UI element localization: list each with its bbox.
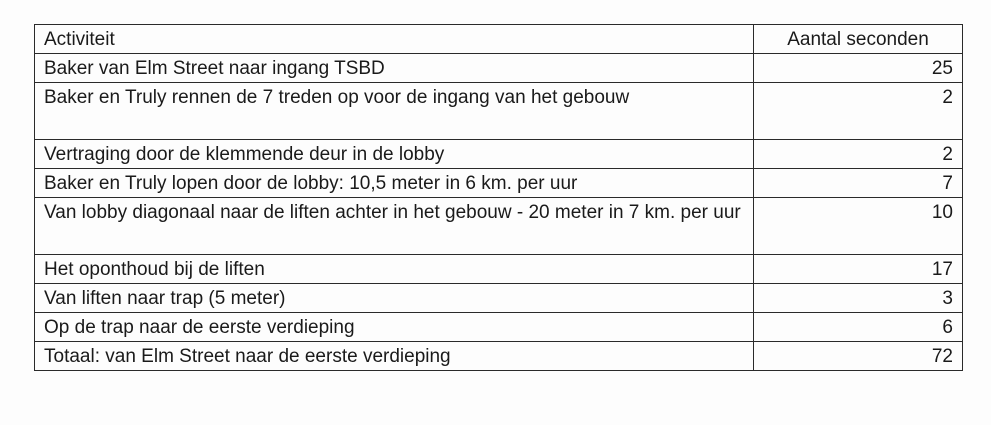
activity-time-table (34, 24, 963, 371)
total-row (35, 342, 963, 371)
seconds-cell: 25 (754, 54, 963, 83)
seconds-cell: 2 (754, 83, 963, 140)
activity-cell: Vertraging door de klemmende deur in de lobby (35, 140, 754, 169)
seconds-cell: 6 (754, 313, 963, 342)
activity-cell: Op de trap naar de eerste verdieping (35, 313, 754, 342)
seconds-cell: 17 (754, 255, 963, 284)
seconds-column-header: Aantal seconden (754, 25, 963, 54)
activity-cell: Van liften naar trap (5 meter) (35, 284, 754, 313)
activity-cell: Van lobby diagonaal naar de liften achter in het gebouw - 20 meter in 7 km. per uur (35, 198, 754, 255)
seconds-cell: 2 (754, 140, 963, 169)
table-row (35, 83, 963, 140)
activity-cell: Baker van Elm Street naar ingang TSBD (35, 54, 754, 83)
table-row (35, 255, 963, 284)
table-row (35, 284, 963, 313)
table-row (35, 140, 963, 169)
table-header-row (35, 25, 963, 54)
total-seconds-cell: 72 (754, 342, 963, 371)
seconds-cell: 10 (754, 198, 963, 255)
activity-column-header: Activiteit (35, 25, 754, 54)
table-row (35, 54, 963, 83)
seconds-cell: 7 (754, 169, 963, 198)
activity-cell: Baker en Truly lopen door de lobby: 10,5 meter in 6 km. per uur (35, 169, 754, 198)
table-row (35, 198, 963, 255)
table-row (35, 313, 963, 342)
table-row (35, 169, 963, 198)
total-label-cell: Totaal: van Elm Street naar de eerste verdieping (35, 342, 754, 371)
activity-cell: Baker en Truly rennen de 7 treden op voor de ingang van het gebouw (35, 83, 754, 140)
activity-cell: Het oponthoud bij de liften (35, 255, 754, 284)
seconds-cell: 3 (754, 284, 963, 313)
